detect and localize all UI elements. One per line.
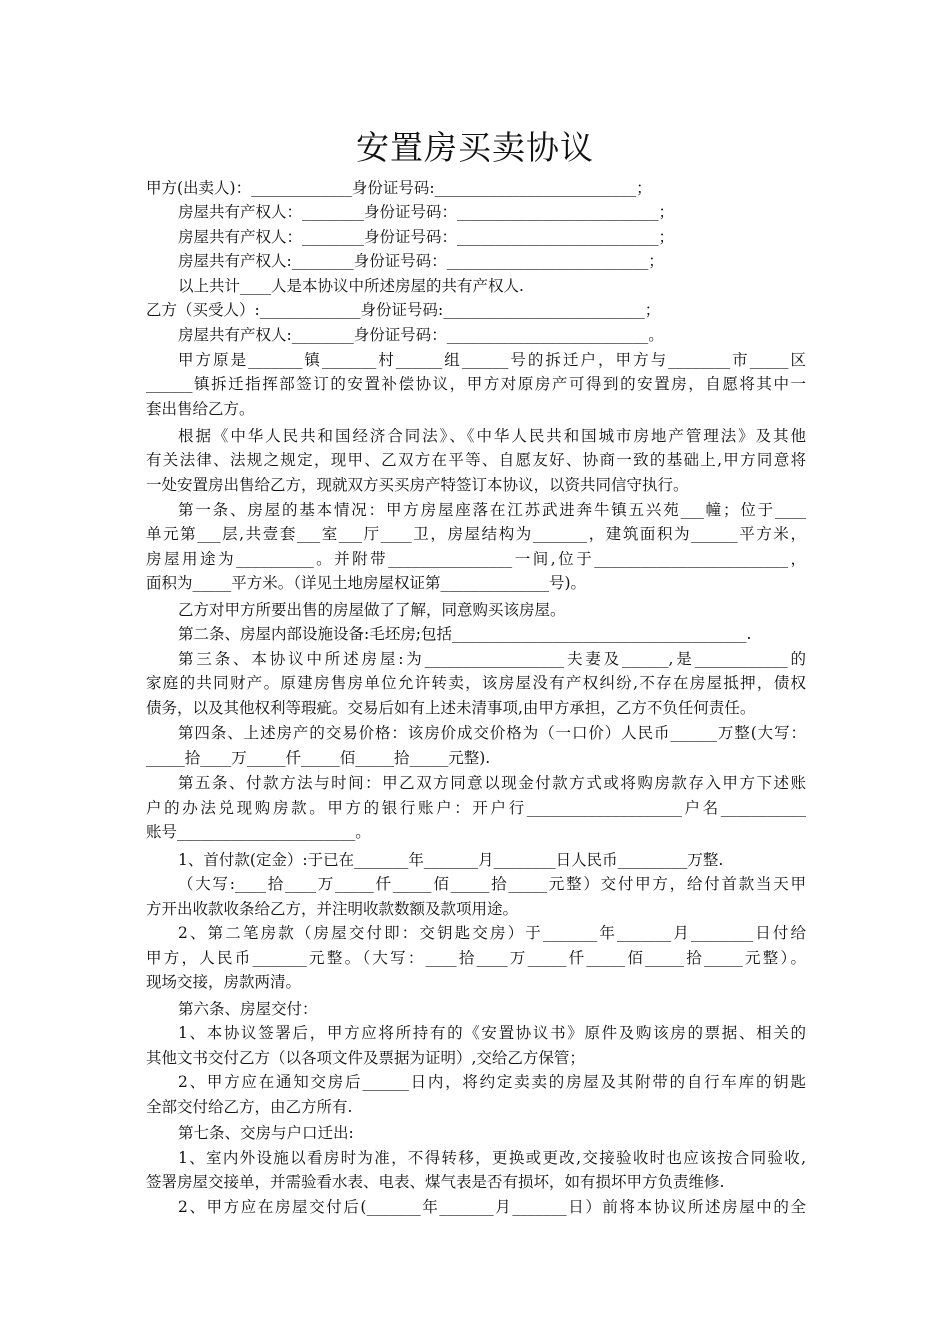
article-7-line: 签署房屋交接单，并需验看水表、电表、煤气表是否有损坏，如有损坏甲方负责维修. [146,1173,725,1191]
party-a-seller-line: 甲方(出卖人)：_____________身份证号码:__________________________； [146,179,652,197]
co-owner-line-1: 房屋共有产权人：________身份证号码：__________________________； [178,203,675,221]
article-4-line: _____拾____万_____仟_____佰_____拾_____元整). [146,749,491,767]
paragraph-line: 套出售给乙方。 [146,400,255,418]
article-6-line: 2、甲方应在通知交房后______日内，将约定卖卖的房屋及其附带的自行车库的钥匙 [178,1073,806,1091]
article-6-line: 其他文书交付乙方（以各项文件及票据为证明）,交给乙方保管； [146,1049,585,1067]
co-owner-line-3: 房屋共有产权人:________身份证号码：__________________________； [178,252,664,270]
article-3-line: 家庭的共同财产。原建房售房单位允许转卖，该房屋没有产权纠纷,不存在房屋抵押，债权 [146,674,806,692]
article-5-line: 户的办法兑现购房款。甲方的银行账户：开户行____________________户名___________ [146,799,806,817]
paragraph-line: 甲方原是_______镇_______村______组______号的拆迁户，甲方与________市_____区 [178,351,806,369]
article-1-line: 房屋用途为__________。并附带________________一间,位于_________________________， [146,550,806,568]
article-6-line: 全部交付给乙方，由乙方所有. [146,1098,353,1116]
article-4-line: 第四条、上述房产的交易价格：该房价成交价格为（一口价）人民币______万整(大写： [178,724,806,742]
co-owner-total-line: 以上共计____人是本协议中所述房屋的共有产权人. [178,277,524,295]
payment-2-line: 2、第二笔房款（房屋交付即：交钥匙交房）于_______年_______月________日付给 [178,924,806,942]
party-b-co-owner-line: 房屋共有产权人:________身份证号码：__________________________。 [178,326,664,344]
article-2-line: 第二条、房屋内部设施设备:毛坯房;包括______________________________________. [178,625,752,643]
paragraph-line: 一处安置房出售给乙方，现就双方买买房产特签订本协议，以资共同信守执行。 [146,476,689,494]
paragraph-line: 根据《中华人民共和国经济合同法》、《中华人民共和国城市房地产管理法》及其他 [178,427,806,445]
article-1-line: 面积为_____平方米。（详见土地房屋权证第______________号)。 [146,574,587,592]
article-6-heading: 第六条、房屋交付： [178,1000,318,1018]
paragraph-line: 乙方对甲方所要出售的房屋做了了解，同意购买该房屋。 [178,601,566,619]
payment-1-line: 1、首付款(定金）:于已在_______年_______月________日人民币_________万整. [178,851,724,869]
party-b-buyer-line: 乙方（买受人）:_____________身份证号码:__________________________； [146,301,661,319]
article-1-line: 第一条、房屋的基本情况：甲方房屋座落在江苏武进奔牛镇五兴苑___幢；位于____ [178,501,806,519]
payment-2-line: 现场交接，房款两清。 [146,973,302,991]
article-5-line: 第五条、付款方法与时间：甲乙双方同意以现金付款方式或将购房款存入甲方下述账 [178,774,806,792]
payment-2-line: 甲方，人民币_______元整。（大写：____拾____万_____仟_____佰_____拾_____元整）。 [146,949,806,967]
document-title: 安置房买卖协议 [356,128,594,167]
article-7-line: 2、甲方应在房屋交付后(_______年_______月_______日）前将本协议所述房屋中的全 [178,1198,806,1216]
article-6-line: 1、本协议签署后，甲方应将所持有的《安置协议书》原件及购该房的票据、相关的 [178,1024,806,1042]
payment-1-line: （大写:____拾____万_____仟_____佰_____拾_____元整）交付甲方，给付首款当天甲 [178,875,806,893]
article-7-heading: 第七条、交房与户口迁出: [178,1124,354,1142]
article-3-line: 第三条、本协议中所述房屋:为__________________夫妻及______,是____________的 [178,650,806,668]
payment-1-line: 方开出收款收条给乙方，并注明收款数额及款项用途。 [146,900,519,918]
co-owner-line-2: 房屋共有产权人：________身份证号码：__________________________； [178,228,675,246]
article-1-line: 单元第___层,共壹套___室___厅____卫，房屋结构为_______，建筑面积为______平方米， [146,525,806,543]
paragraph-line: ______镇拆迁指挥部签订的安置补偿协议，甲方对原房产可得到的安置房，自愿将其中一 [146,375,806,393]
paragraph-line: 有关法律、法规之规定，现甲、乙双方在平等、自愿友好、协商一致的基础上,甲方同意将 [146,451,806,469]
article-5-line: 账号_______________________。 [146,823,371,841]
article-3-line: 债务，以及其他权利等瑕疵。交易后如有上述未清事项,由甲方承担，乙方不负任何责任。 [146,699,756,717]
article-7-line: 1、室内外设施以看房时为准，不得转移，更换或更改,交接验收时也应该按合同验收, [178,1149,806,1167]
